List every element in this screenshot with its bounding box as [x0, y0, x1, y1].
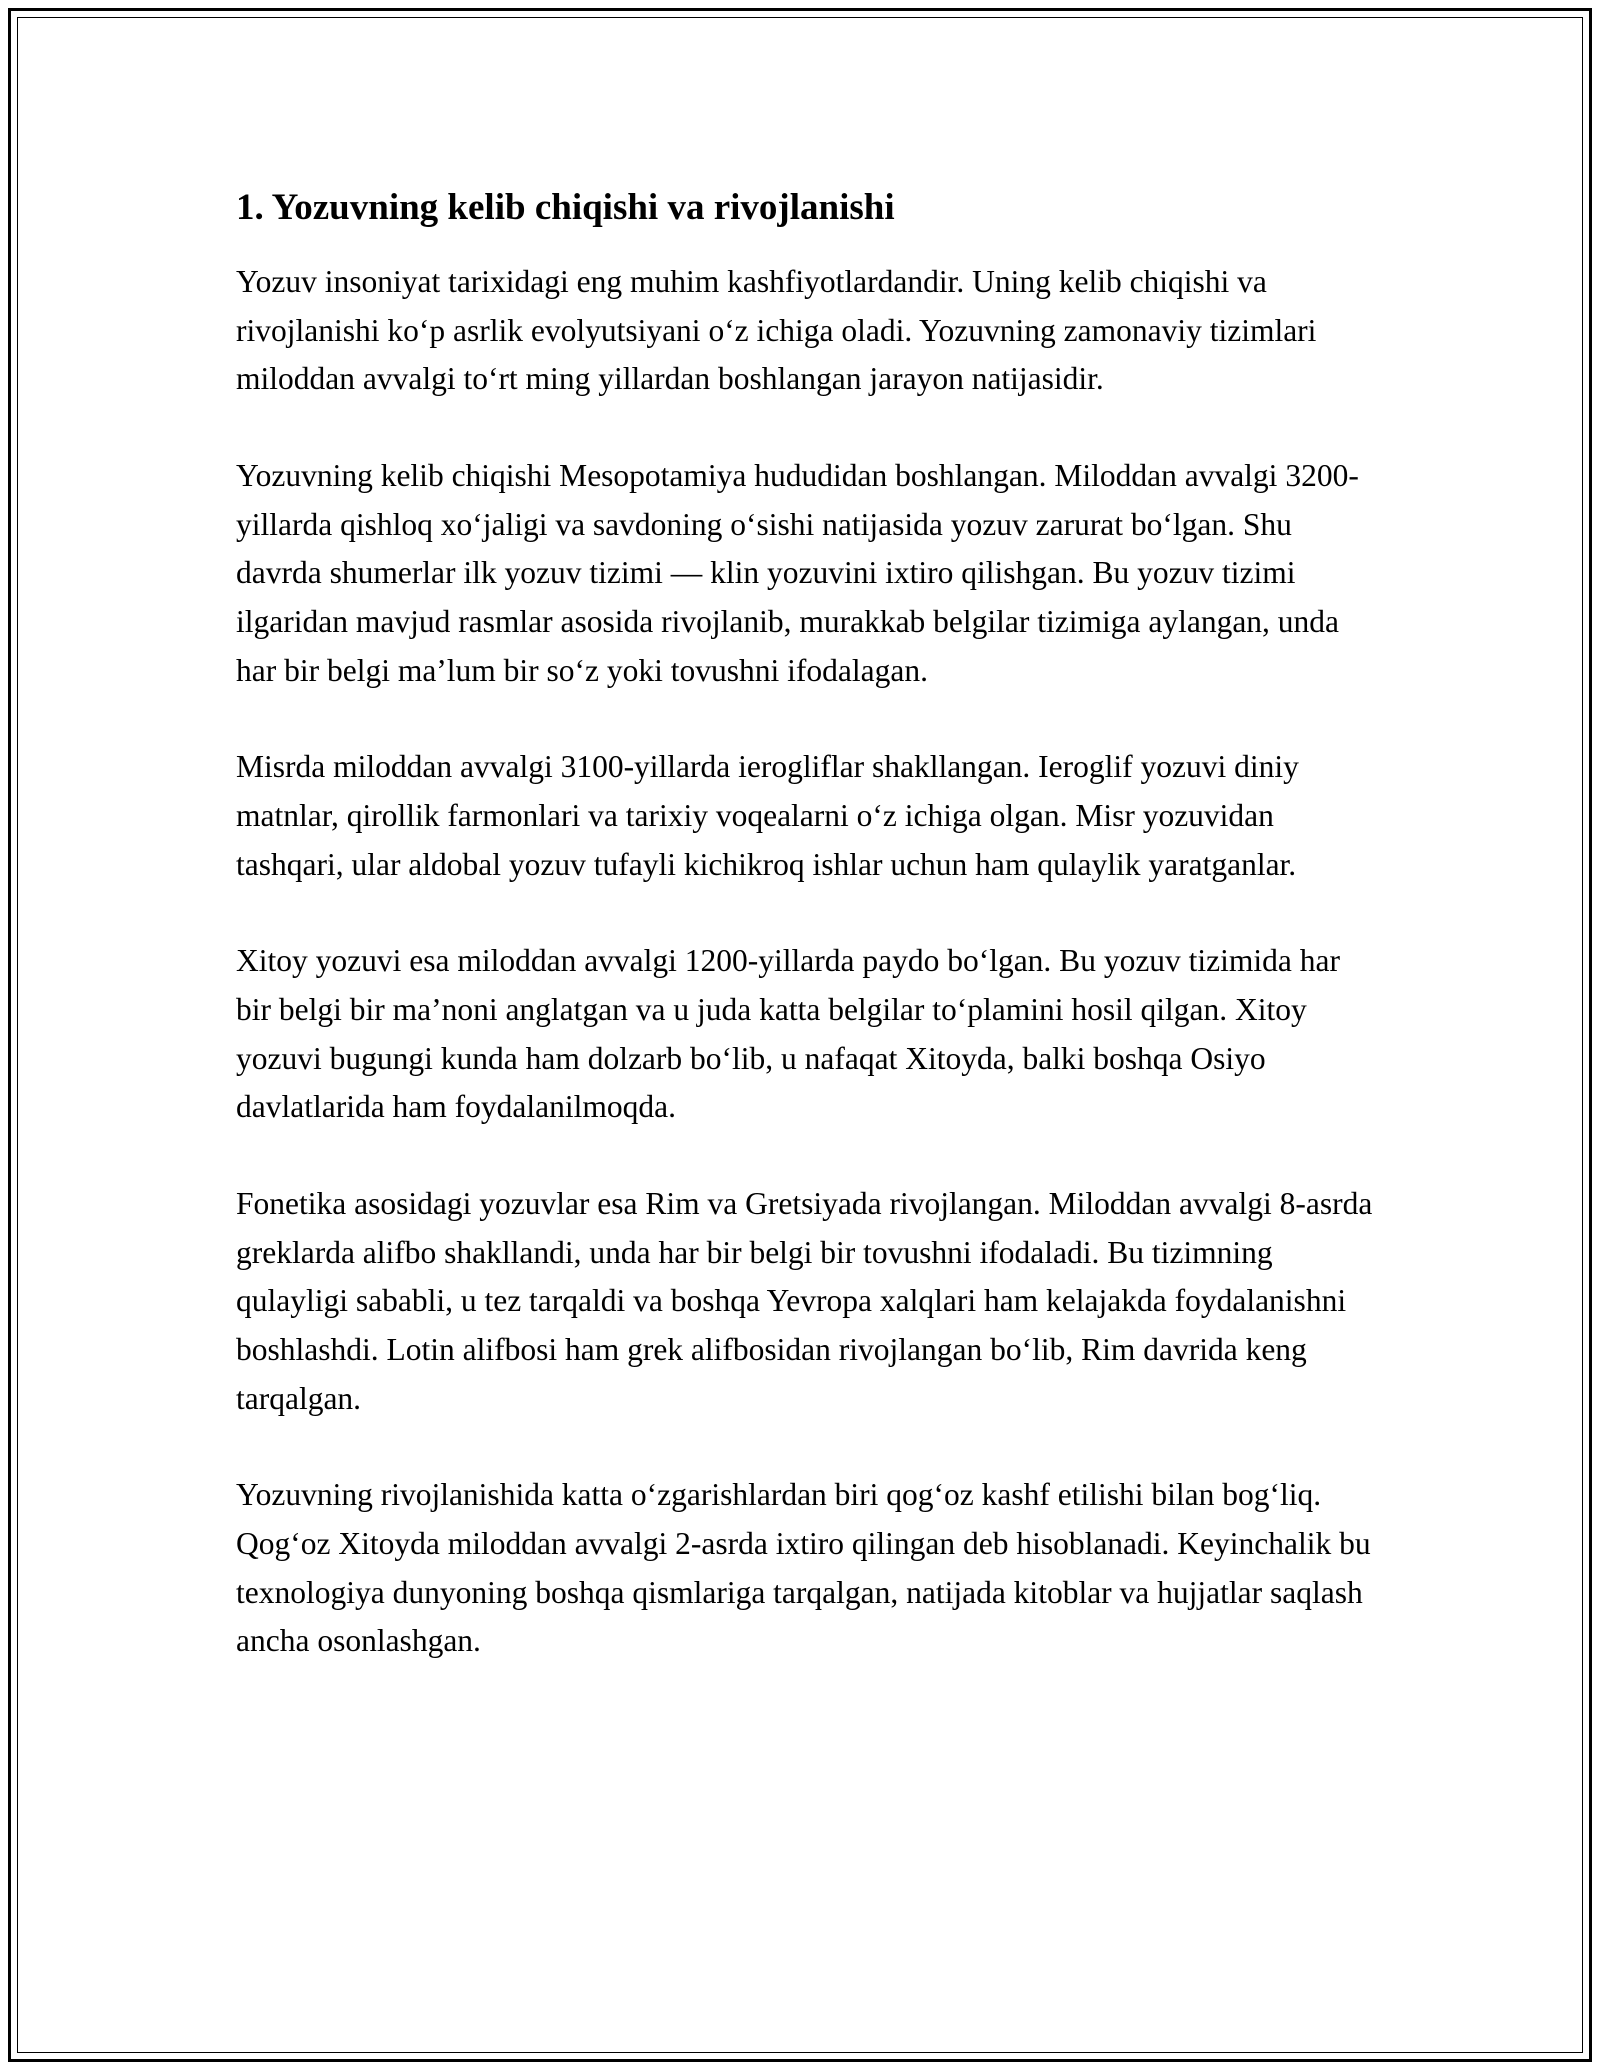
paragraph-intro: Yozuv insoniyat tarixidagi eng muhim kashfiyotlardandir. Uning kelib chiqishi va rivojlanishi ko‘p asrlik evolyutsiyani o‘z ichiga oladi. Yozuvning zamonaviy tizimlari miloddan avvalgi to‘rt ming yillardan boshlangan jarayon natijasidir.: [236, 264, 1317, 397]
section-heading: 1. Yozuvning kelib chiqishi va rivojlanishi: [236, 187, 895, 228]
paragraph-mesopotamia: Yozuvning kelib chiqishi Mesopotamiya hududidan boshlangan. Miloddan avvalgi 3200-yillarda qishloq xo‘jaligi va savdoning o‘sishi natijasida yozuv zarurat bo‘lgan. Shu davrda shumerlar ilk yozuv tizimi — klin yozuvini ixtiro qilishgan. Bu yozuv tizimi ilgaridan mavjud rasmlar asosida rivojlanib, murakkab belgilar tizimiga aylangan, unda har bir belgi ma’lum bir so‘z yoki tovushni ifodalagan.: [236, 458, 1359, 688]
document-body: [236, 184, 1376, 1714]
paragraph-china: Xitoy yozuvi esa miloddan avvalgi 1200-yillarda paydo bo‘lgan. Bu yozuv tizimida har bir belgi bir ma’noni anglatgan va u juda katta belgilar to‘plamini hosil qilgan. Xitoy yozuvi bugungi kunda ham dolzarb bo‘lib, u nafaqat Xitoyda, balki boshqa Osiyo davlatlarida ham foydalanilmoqda.: [236, 943, 1340, 1125]
paragraph-paper: Yozuvning rivojlanishida katta o‘zgarishlardan biri qog‘oz kashf etilishi bilan bog‘liq. Qog‘oz Xitoyda miloddan avvalgi 2-asrda ixtiro qilingan deb hisoblanadi. Keyinchalik bu texnologiya dunyoning boshqa qismlariga tarqalgan, natijada kitoblar va hujjatlar saqlash ancha osonlashgan.: [236, 1477, 1371, 1659]
paragraph-egypt: Misrda miloddan avvalgi 3100-yillarda ierogliflar shakllangan. Ieroglif yozuvi diniy matnlar, qirollik farmonlari va tarixiy voqealarni o‘z ichiga olgan. Misr yozuvidan tashqari, ular aldobal yozuv tufayli kichikroq ishlar uchun ham qulaylik yaratganlar.: [236, 749, 1299, 882]
paragraph-phonetic-alphabets: Fonetika asosidagi yozuvlar esa Rim va Gretsiyada rivojlangan. Miloddan avvalgi 8-asrda greklarda alifbo shakllandi, unda har bir belgi bir tovushni ifodaladi. Bu tizimning qulayligi sababli, u tez tarqaldi va boshqa Yevropa xalqlari ham kelajakda foydalanishni boshlashdi. Lotin alifbosi ham grek alifbosidan rivojlangan bo‘lib, Rim davrida keng tarqalgan.: [236, 1185, 1373, 1416]
